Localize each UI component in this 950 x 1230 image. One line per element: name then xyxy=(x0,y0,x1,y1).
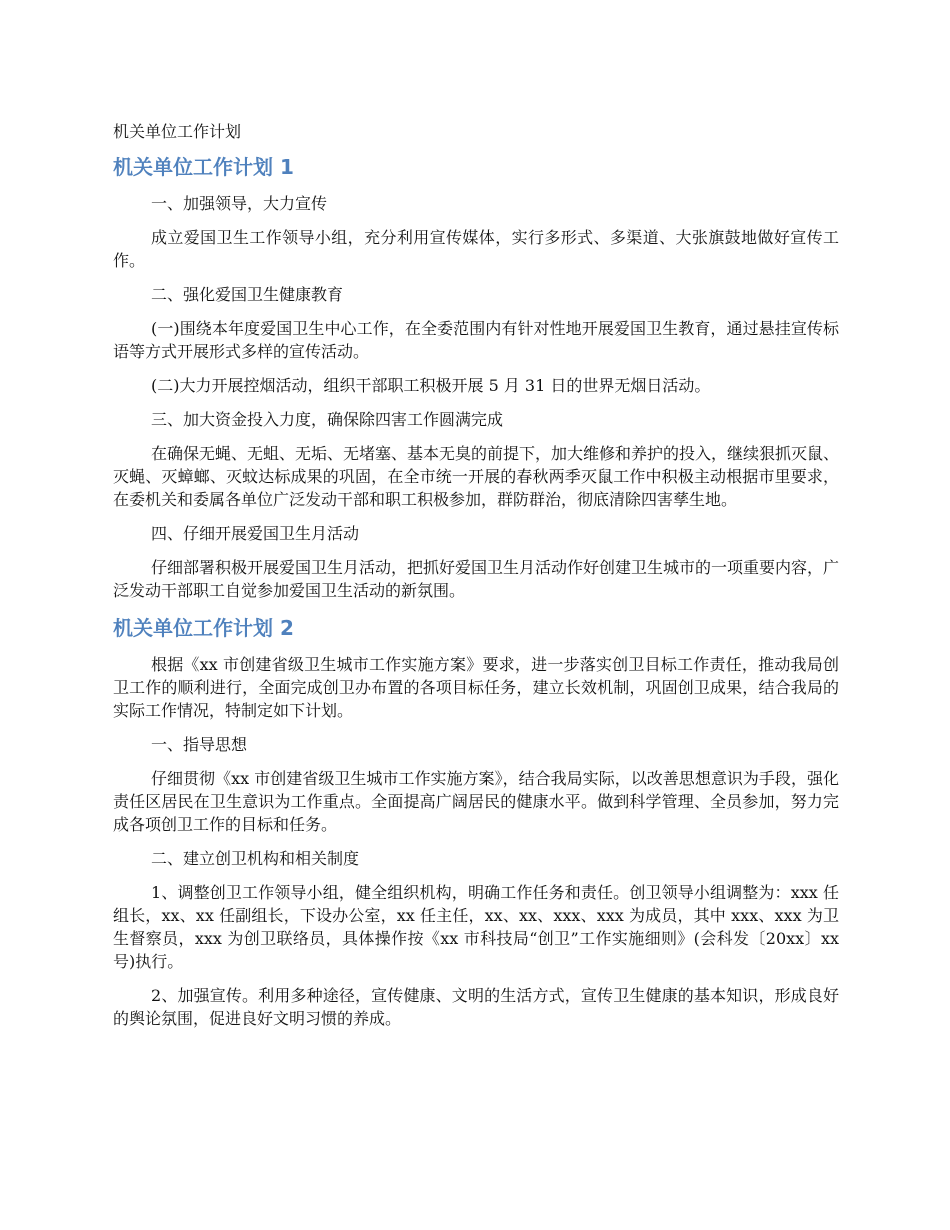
paragraph: 一、加强领导，大力宣传 xyxy=(151,194,328,213)
section-heading: 机关单位工作计划 2 xyxy=(113,616,294,640)
paragraph: 根据《xx 市创建省级卫生城市工作实施方案》要求，进一步落实创卫目标工作责任，推动我局创卫工作的顺利进行，全面完成创卫办布置的各项目标任务，建立长效机制，巩固创卫成果，结合我局的实际工作情况，特制定如下计划。 xyxy=(113,655,839,720)
paragraph: (二)大力开展控烟活动，组织干部职工积极开展 5 月 31 日的世界无烟日活动。 xyxy=(151,376,711,395)
paragraph: 1、调整创卫工作领导小组，健全组织机构，明确工作任务和责任。创卫领导小组调整为：xxx 任组长，xx、xx 任副组长，下设办公室，xx 任主任，xx、xx、xxx、xxx 为成员，其中 xxx、xxx 为卫生督察员，xxx 为创卫联络员，具体操作按《xx 市科技局“创卫”工作实施细则》(会科发〔20xx〕xx 号)执行。 xyxy=(113,883,839,971)
paragraph: 二、建立创卫机构和相关制度 xyxy=(151,849,360,868)
paragraph: 仔细部署积极开展爱国卫生月活动，把抓好爱国卫生月活动作好创建卫生城市的一项重要内容，广泛发动干部职工自觉参加爱国卫生活动的新氛围。 xyxy=(113,558,840,600)
section-2 xyxy=(113,613,839,1030)
paragraph: 四、仔细开展爱国卫生月活动 xyxy=(151,524,360,543)
paragraph: 一、指导思想 xyxy=(151,735,248,754)
paragraph: 2、加强宣传。利用多种途径，宣传健康、文明的生活方式，宣传卫生健康的基本知识，形成良好的舆论氛围，促进良好文明习惯的养成。 xyxy=(113,986,839,1028)
paragraph: 在确保无蝇、无蛆、无垢、无堵塞、基本无臭的前提下，加大维修和养护的投入，继续狠抓灭鼠、灭蝇、灭蟑螂、灭蚊达标成果的巩固，在全市统一开展的春秋两季灭鼠工作中积极主动根据市里要求，在委机关和委属各单位广泛发动干部和职工积极参加，群防群治，彻底清除四害孳生地。 xyxy=(113,444,840,509)
paragraph: 三、加大资金投入力度，确保除四害工作圆满完成 xyxy=(151,410,504,429)
paragraph: 成立爱国卫生工作领导小组，充分利用宣传媒体，实行多形式、多渠道、大张旗鼓地做好宣传工作。 xyxy=(113,228,839,270)
document-title: 机关单位工作计划 xyxy=(113,122,242,141)
section-heading: 机关单位工作计划 1 xyxy=(113,155,294,179)
section-1 xyxy=(113,152,839,602)
document-page xyxy=(113,120,839,1041)
paragraph: 二、强化爱国卫生健康教育 xyxy=(151,285,344,304)
paragraph: 仔细贯彻《xx 市创建省级卫生城市工作实施方案》，结合我局实际，以改善思想意识为手段，强化责任区居民在卫生意识为工作重点。全面提高广阔居民的健康水平。做到科学管理、全员参加，努力完成各项创卫工作的目标和任务。 xyxy=(113,769,839,834)
paragraph: (一)围绕本年度爱国卫生中心工作，在全委范围内有针对性地开展爱国卫生教育，通过悬挂宣传标语等方式开展形式多样的宣传活动。 xyxy=(113,319,839,361)
